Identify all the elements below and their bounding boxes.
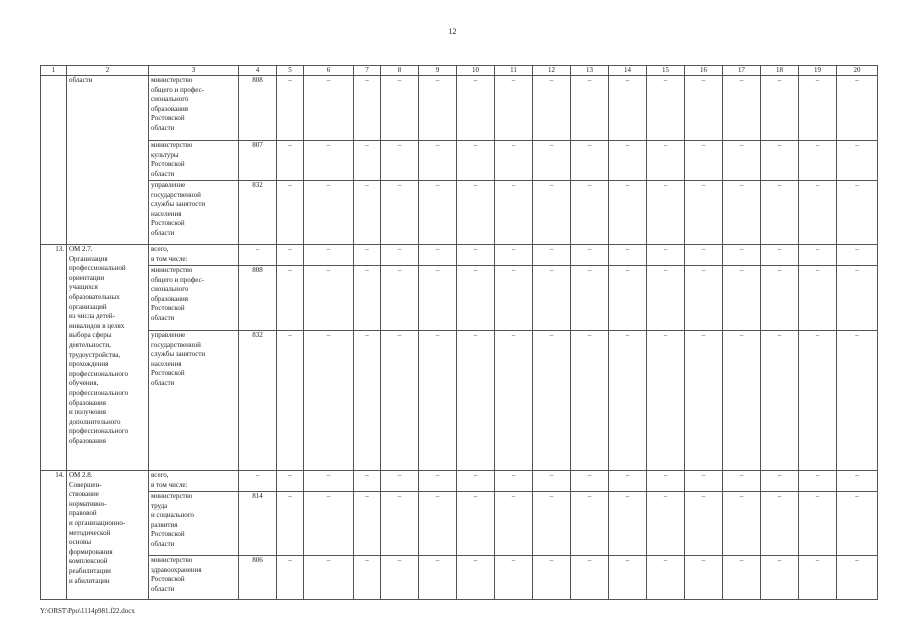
value-cell: – <box>609 76 647 141</box>
value-cell: – <box>723 245 761 266</box>
value-cell: – <box>647 141 685 181</box>
value-cell: – <box>647 492 685 556</box>
value-cell: – <box>647 556 685 600</box>
executor-cell: министерство культуры Ростовской области <box>149 141 239 181</box>
value-cell: – <box>647 76 685 141</box>
value-cell: – <box>304 181 354 245</box>
value-cell: – <box>533 141 571 181</box>
header-cell: 9 <box>419 66 457 76</box>
executor-cell: министерство здравоохранения Ростовской области <box>149 556 239 600</box>
value-cell: – <box>381 492 419 556</box>
value-cell: – <box>277 556 304 600</box>
header-cell: 20 <box>837 66 878 76</box>
header-cell: 15 <box>647 66 685 76</box>
value-cell: – <box>761 331 799 471</box>
value-cell: – <box>354 141 381 181</box>
footer-path: Y:\ORST\Ppo\1114p981.f22.docx <box>40 607 135 615</box>
value-cell: – <box>571 331 609 471</box>
value-cell: – <box>457 245 495 266</box>
value-cell: – <box>381 556 419 600</box>
code-cell: 814 <box>239 492 277 556</box>
value-cell: – <box>495 181 533 245</box>
value-cell: – <box>495 556 533 600</box>
value-cell: – <box>571 471 609 492</box>
table-row <box>41 492 878 556</box>
table-row <box>41 181 878 245</box>
value-cell: – <box>761 492 799 556</box>
value-cell: – <box>419 181 457 245</box>
page-number: 12 <box>448 27 457 36</box>
executor-cell: управление государственной службы занятости населения Ростовской области <box>149 181 239 245</box>
header-cell: 4 <box>239 66 277 76</box>
value-cell: – <box>723 556 761 600</box>
value-cell: – <box>609 245 647 266</box>
executor-cell: всего, в том числе: <box>149 471 239 492</box>
header-cell: 1 <box>41 66 67 76</box>
value-cell: – <box>761 181 799 245</box>
value-cell: – <box>495 492 533 556</box>
value-cell: – <box>799 76 837 141</box>
table-row <box>41 331 878 471</box>
value-cell: – <box>571 266 609 331</box>
value-cell: – <box>533 181 571 245</box>
value-cell: – <box>354 556 381 600</box>
value-cell: – <box>419 331 457 471</box>
value-cell: – <box>761 141 799 181</box>
value-cell: – <box>799 331 837 471</box>
value-cell: – <box>457 76 495 141</box>
value-cell: – <box>354 471 381 492</box>
value-cell: – <box>533 556 571 600</box>
value-cell: – <box>685 471 723 492</box>
value-cell: – <box>723 492 761 556</box>
executor-cell: управление государственной службы занятости населения Ростовской области <box>149 331 239 471</box>
value-cell: – <box>647 245 685 266</box>
header-cell: 2 <box>67 66 149 76</box>
value-cell: – <box>381 141 419 181</box>
value-cell: – <box>457 471 495 492</box>
header-cell: 8 <box>381 66 419 76</box>
value-cell: – <box>277 76 304 141</box>
header-cell: 7 <box>354 66 381 76</box>
row-number: 13. <box>41 245 67 471</box>
value-cell: – <box>761 76 799 141</box>
value-cell: – <box>571 181 609 245</box>
value-cell: – <box>304 141 354 181</box>
value-cell: – <box>277 331 304 471</box>
value-cell: – <box>533 76 571 141</box>
value-cell: – <box>277 471 304 492</box>
header-cell: 19 <box>799 66 837 76</box>
header-cell: 3 <box>149 66 239 76</box>
value-cell: – <box>533 471 571 492</box>
value-cell: – <box>837 76 878 141</box>
value-cell: – <box>723 471 761 492</box>
value-cell: – <box>799 266 837 331</box>
header-cell: 6 <box>304 66 354 76</box>
value-cell: – <box>533 492 571 556</box>
value-cell: – <box>495 471 533 492</box>
value-cell: – <box>304 76 354 141</box>
value-cell: – <box>837 556 878 600</box>
value-cell: – <box>761 266 799 331</box>
value-cell: – <box>799 181 837 245</box>
budget-table <box>40 65 878 600</box>
value-cell: – <box>381 266 419 331</box>
value-cell: – <box>533 245 571 266</box>
value-cell: – <box>277 245 304 266</box>
value-cell: – <box>304 492 354 556</box>
header-row <box>41 66 878 76</box>
value-cell: – <box>685 556 723 600</box>
value-cell: – <box>723 181 761 245</box>
value-cell: – <box>277 266 304 331</box>
value-cell: – <box>723 266 761 331</box>
value-cell: – <box>837 181 878 245</box>
value-cell: – <box>685 492 723 556</box>
value-cell: – <box>304 331 354 471</box>
value-cell: – <box>761 471 799 492</box>
table-row <box>41 266 878 331</box>
value-cell: – <box>495 245 533 266</box>
header-cell: 16 <box>685 66 723 76</box>
value-cell: – <box>685 245 723 266</box>
code-cell: 832 <box>239 331 277 471</box>
value-cell: – <box>685 331 723 471</box>
value-cell: – <box>381 245 419 266</box>
value-cell: – <box>277 492 304 556</box>
value-cell: – <box>304 245 354 266</box>
code-cell: 808 <box>239 266 277 331</box>
table-row <box>41 556 878 600</box>
executor-cell: всего, в том числе: <box>149 245 239 266</box>
value-cell: – <box>799 471 837 492</box>
value-cell: – <box>354 181 381 245</box>
executor-cell: министерство общего и профес- сионального образования Ростовской области <box>149 76 239 141</box>
value-cell: – <box>723 141 761 181</box>
code-cell: 806 <box>239 556 277 600</box>
header-cell: 18 <box>761 66 799 76</box>
value-cell: – <box>647 181 685 245</box>
value-cell: – <box>354 245 381 266</box>
value-cell: – <box>571 245 609 266</box>
value-cell: – <box>609 556 647 600</box>
value-cell: – <box>685 181 723 245</box>
value-cell: – <box>457 266 495 331</box>
value-cell: – <box>837 471 878 492</box>
header-cell: 13 <box>571 66 609 76</box>
header-cell: 17 <box>723 66 761 76</box>
value-cell: – <box>837 266 878 331</box>
value-cell: – <box>571 492 609 556</box>
value-cell: – <box>457 556 495 600</box>
value-cell: – <box>837 331 878 471</box>
header-cell: 14 <box>609 66 647 76</box>
value-cell: – <box>419 141 457 181</box>
value-cell: – <box>495 76 533 141</box>
value-cell: – <box>799 492 837 556</box>
value-cell: – <box>761 556 799 600</box>
value-cell: – <box>304 471 354 492</box>
executor-cell: министерство общего и профес- сионального образования Ростовской области <box>149 266 239 331</box>
value-cell: – <box>419 471 457 492</box>
value-cell: – <box>571 141 609 181</box>
value-cell: – <box>571 76 609 141</box>
value-cell: – <box>457 492 495 556</box>
value-cell: – <box>647 331 685 471</box>
header-cell: 5 <box>277 66 304 76</box>
value-cell: – <box>647 471 685 492</box>
value-cell: – <box>419 556 457 600</box>
value-cell: – <box>354 492 381 556</box>
value-cell: – <box>609 141 647 181</box>
measure-name: ОМ 2.7. Организация профессиональной ориентации учащихся образовательных организаций из числа детей- инвалидов в целях выбора сферы деятельности, трудоустройства, прохождения профессионального обучения, профессионального образования и получения дополнительного профессионального образования <box>67 245 149 471</box>
value-cell: – <box>277 141 304 181</box>
header-cell: 12 <box>533 66 571 76</box>
value-cell: – <box>381 76 419 141</box>
row-number <box>41 76 67 245</box>
value-cell: – <box>354 331 381 471</box>
value-cell: – <box>495 141 533 181</box>
value-cell: – <box>533 331 571 471</box>
value-cell: – <box>457 331 495 471</box>
value-cell: – <box>609 331 647 471</box>
value-cell: – <box>304 556 354 600</box>
value-cell: – <box>354 76 381 141</box>
value-cell: – <box>571 556 609 600</box>
table-row <box>41 141 878 181</box>
value-cell: – <box>419 266 457 331</box>
value-cell: – <box>723 331 761 471</box>
value-cell: – <box>761 245 799 266</box>
code-cell: 808 <box>239 76 277 141</box>
value-cell: – <box>277 181 304 245</box>
value-cell: – <box>457 181 495 245</box>
value-cell: – <box>495 266 533 331</box>
value-cell: – <box>799 556 837 600</box>
row-number: 14. <box>41 471 67 600</box>
measure-name: ОМ 2.8. Совершен- ствование нормативно- правовой и организационно- методической основы формирования комплексной реабилитации и абилитации <box>67 471 149 600</box>
measure-name: области <box>67 76 149 245</box>
value-cell: – <box>457 141 495 181</box>
value-cell: – <box>419 76 457 141</box>
value-cell: – <box>419 245 457 266</box>
header-cell: 11 <box>495 66 533 76</box>
code-cell: – <box>239 471 277 492</box>
value-cell: – <box>799 245 837 266</box>
value-cell: – <box>685 76 723 141</box>
value-cell: – <box>723 76 761 141</box>
code-cell: 832 <box>239 181 277 245</box>
code-cell: 807 <box>239 141 277 181</box>
table-row <box>41 76 878 141</box>
value-cell: – <box>609 471 647 492</box>
value-cell: – <box>647 266 685 331</box>
value-cell: – <box>609 266 647 331</box>
table-row <box>41 245 878 266</box>
value-cell: – <box>304 266 354 331</box>
value-cell: – <box>354 266 381 331</box>
value-cell: – <box>799 141 837 181</box>
value-cell: – <box>837 245 878 266</box>
value-cell: – <box>609 492 647 556</box>
value-cell: – <box>419 492 457 556</box>
value-cell: – <box>609 181 647 245</box>
executor-cell: министерство труда и социального развития Ростовской области <box>149 492 239 556</box>
header-cell: 10 <box>457 66 495 76</box>
value-cell: – <box>381 471 419 492</box>
value-cell: – <box>381 331 419 471</box>
table-row <box>41 471 878 492</box>
value-cell: – <box>837 141 878 181</box>
value-cell: – <box>837 492 878 556</box>
code-cell: – <box>239 245 277 266</box>
value-cell: – <box>685 266 723 331</box>
value-cell: – <box>533 266 571 331</box>
value-cell: – <box>495 331 533 471</box>
value-cell: – <box>381 181 419 245</box>
value-cell: – <box>685 141 723 181</box>
